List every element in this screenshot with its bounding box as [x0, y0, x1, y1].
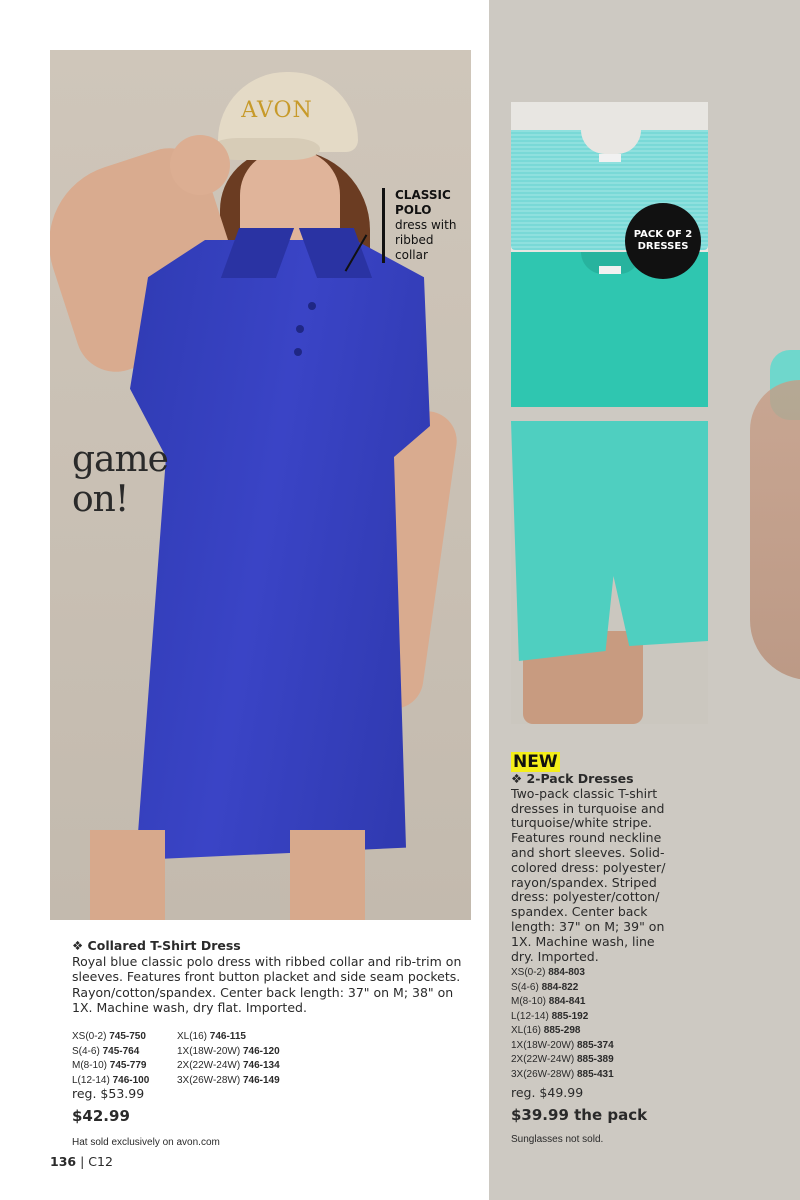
- dress-button: [308, 302, 316, 310]
- headline: [72, 440, 168, 520]
- page-number: 136: [50, 1154, 77, 1169]
- catalog-code: C12: [88, 1154, 113, 1169]
- size-option: [177, 1059, 327, 1074]
- left-price-block: [72, 1086, 220, 1148]
- model-leg: [90, 830, 165, 920]
- sku-number: 885-298: [543, 1025, 581, 1036]
- callout-line-4: ribbed: [395, 233, 434, 247]
- pack-badge-line-1: PACK OF 2: [633, 229, 693, 240]
- sku-number: 746-134: [242, 1060, 280, 1071]
- size-label: XL(16): [177, 1031, 208, 1042]
- pack-of-2-badge: [625, 203, 701, 279]
- left-product-block: [72, 938, 472, 1016]
- sku-number: 885-192: [551, 1010, 589, 1022]
- size-label: 3X(26W-28W): [177, 1074, 241, 1086]
- size-option: [177, 1030, 327, 1045]
- size-label: 1X(18W-20W): [511, 1039, 575, 1051]
- size-option: [511, 1053, 711, 1068]
- size-label: M(8-10): [72, 1060, 108, 1071]
- size-option: [72, 1030, 177, 1045]
- size-label: L(12-14): [511, 1010, 549, 1022]
- size-option: [511, 966, 711, 981]
- cap-logo: AVON: [241, 98, 313, 123]
- sale-price: $42.99: [72, 1107, 130, 1125]
- teal-dress-hem-photo: [511, 421, 708, 724]
- page-footer: [50, 1154, 113, 1169]
- size-label: 1X(18W-20W): [177, 1045, 241, 1057]
- size-option: [511, 981, 711, 996]
- regular-price: reg. $53.99: [72, 1086, 145, 1101]
- size-label: 3X(26W-28W): [511, 1068, 575, 1080]
- product-title: ❖ 2-Pack Dresses: [511, 771, 634, 786]
- dress-button: [294, 348, 302, 356]
- sku-number: 746-120: [242, 1045, 280, 1057]
- sku-number: 745-779: [109, 1060, 147, 1071]
- model-arm-image: [750, 380, 800, 680]
- size-option: [511, 1068, 711, 1083]
- size-option: [511, 1024, 711, 1039]
- new-badge: NEW: [513, 752, 558, 772]
- right-product-block: [511, 752, 681, 964]
- size-label: M(8-10): [511, 996, 547, 1007]
- garment-tag: [599, 154, 621, 162]
- callout-line-2: POLO: [395, 203, 432, 217]
- garment-tag: [599, 266, 621, 274]
- sku-number: 745-764: [102, 1045, 140, 1057]
- size-option: [511, 1010, 711, 1025]
- size-label: XL(16): [511, 1025, 542, 1036]
- size-option: [72, 1059, 177, 1074]
- size-label: S(4-6): [72, 1045, 100, 1057]
- right-price-block: [511, 1085, 647, 1145]
- sku-number: 885-431: [576, 1068, 614, 1080]
- photo-callout: [382, 188, 475, 263]
- sku-number: 746-149: [242, 1074, 280, 1086]
- sku-number: 884-841: [548, 996, 586, 1007]
- size-label: XS(0-2): [72, 1031, 107, 1042]
- sku-number: 885-374: [576, 1039, 614, 1051]
- product-description: Royal blue classic polo dress with ribbed collar and rib-trim on sleeves. Features front button placket and side seam pockets. Rayon/cotton/spandex. Center back length: 37" on M; 38" on 1X. Machine wash, dry flat. Imported.: [72, 953, 462, 1015]
- headline-line-2: on!: [72, 479, 129, 520]
- size-label: L(12-14): [72, 1074, 110, 1086]
- model-leg: [290, 830, 365, 920]
- product-description: Two-pack classic T-shirt dresses in turquoise and turquoise/white stripe. Features round neckline and short sleeves. Solid-colored dress: polyester/ rayon/spandex. Striped dress: polyester/cotton/ spandex. Center back length: 37" on M; 39" on 1X. Machine wash, line dry. Imported.: [511, 785, 666, 964]
- sku-number: 746-115: [209, 1031, 246, 1042]
- size-option: [72, 1045, 177, 1060]
- footer-separator: |: [80, 1154, 85, 1169]
- callout-line-5: collar: [395, 248, 428, 262]
- hat-note: Hat sold exclusively on avon.com: [72, 1137, 220, 1148]
- sku-number: 885-389: [576, 1054, 614, 1065]
- model-hand: [170, 135, 230, 195]
- left-size-list: [72, 1030, 332, 1088]
- size-option: [177, 1045, 327, 1060]
- sku-number: 884-822: [541, 981, 579, 993]
- sale-price: $39.99 the pack: [511, 1106, 648, 1124]
- regular-price: reg. $49.99: [511, 1085, 584, 1100]
- pack-badge-line-2: DRESSES: [637, 241, 689, 252]
- sku-number: 746-100: [112, 1074, 150, 1086]
- headline-line-1: game: [72, 439, 168, 480]
- size-option: [511, 1039, 711, 1054]
- size-label: 2X(22W-24W): [177, 1060, 241, 1071]
- size-option: [511, 995, 711, 1010]
- size-label: XS(0-2): [511, 967, 546, 978]
- callout-line-3: dress with: [395, 218, 457, 232]
- right-size-list: [511, 966, 711, 1082]
- sku-number: 884-803: [548, 967, 585, 978]
- blue-polo-dress: [130, 240, 430, 860]
- dress-button: [296, 325, 304, 333]
- callout-line-1: CLASSIC: [395, 188, 451, 202]
- size-label: S(4-6): [511, 981, 539, 993]
- sunglasses-note: Sunglasses not sold.: [511, 1134, 604, 1145]
- product-title: ❖ Collared T-Shirt Dress: [72, 938, 241, 953]
- sku-number: 745-750: [109, 1031, 146, 1042]
- size-label: 2X(22W-24W): [511, 1054, 575, 1065]
